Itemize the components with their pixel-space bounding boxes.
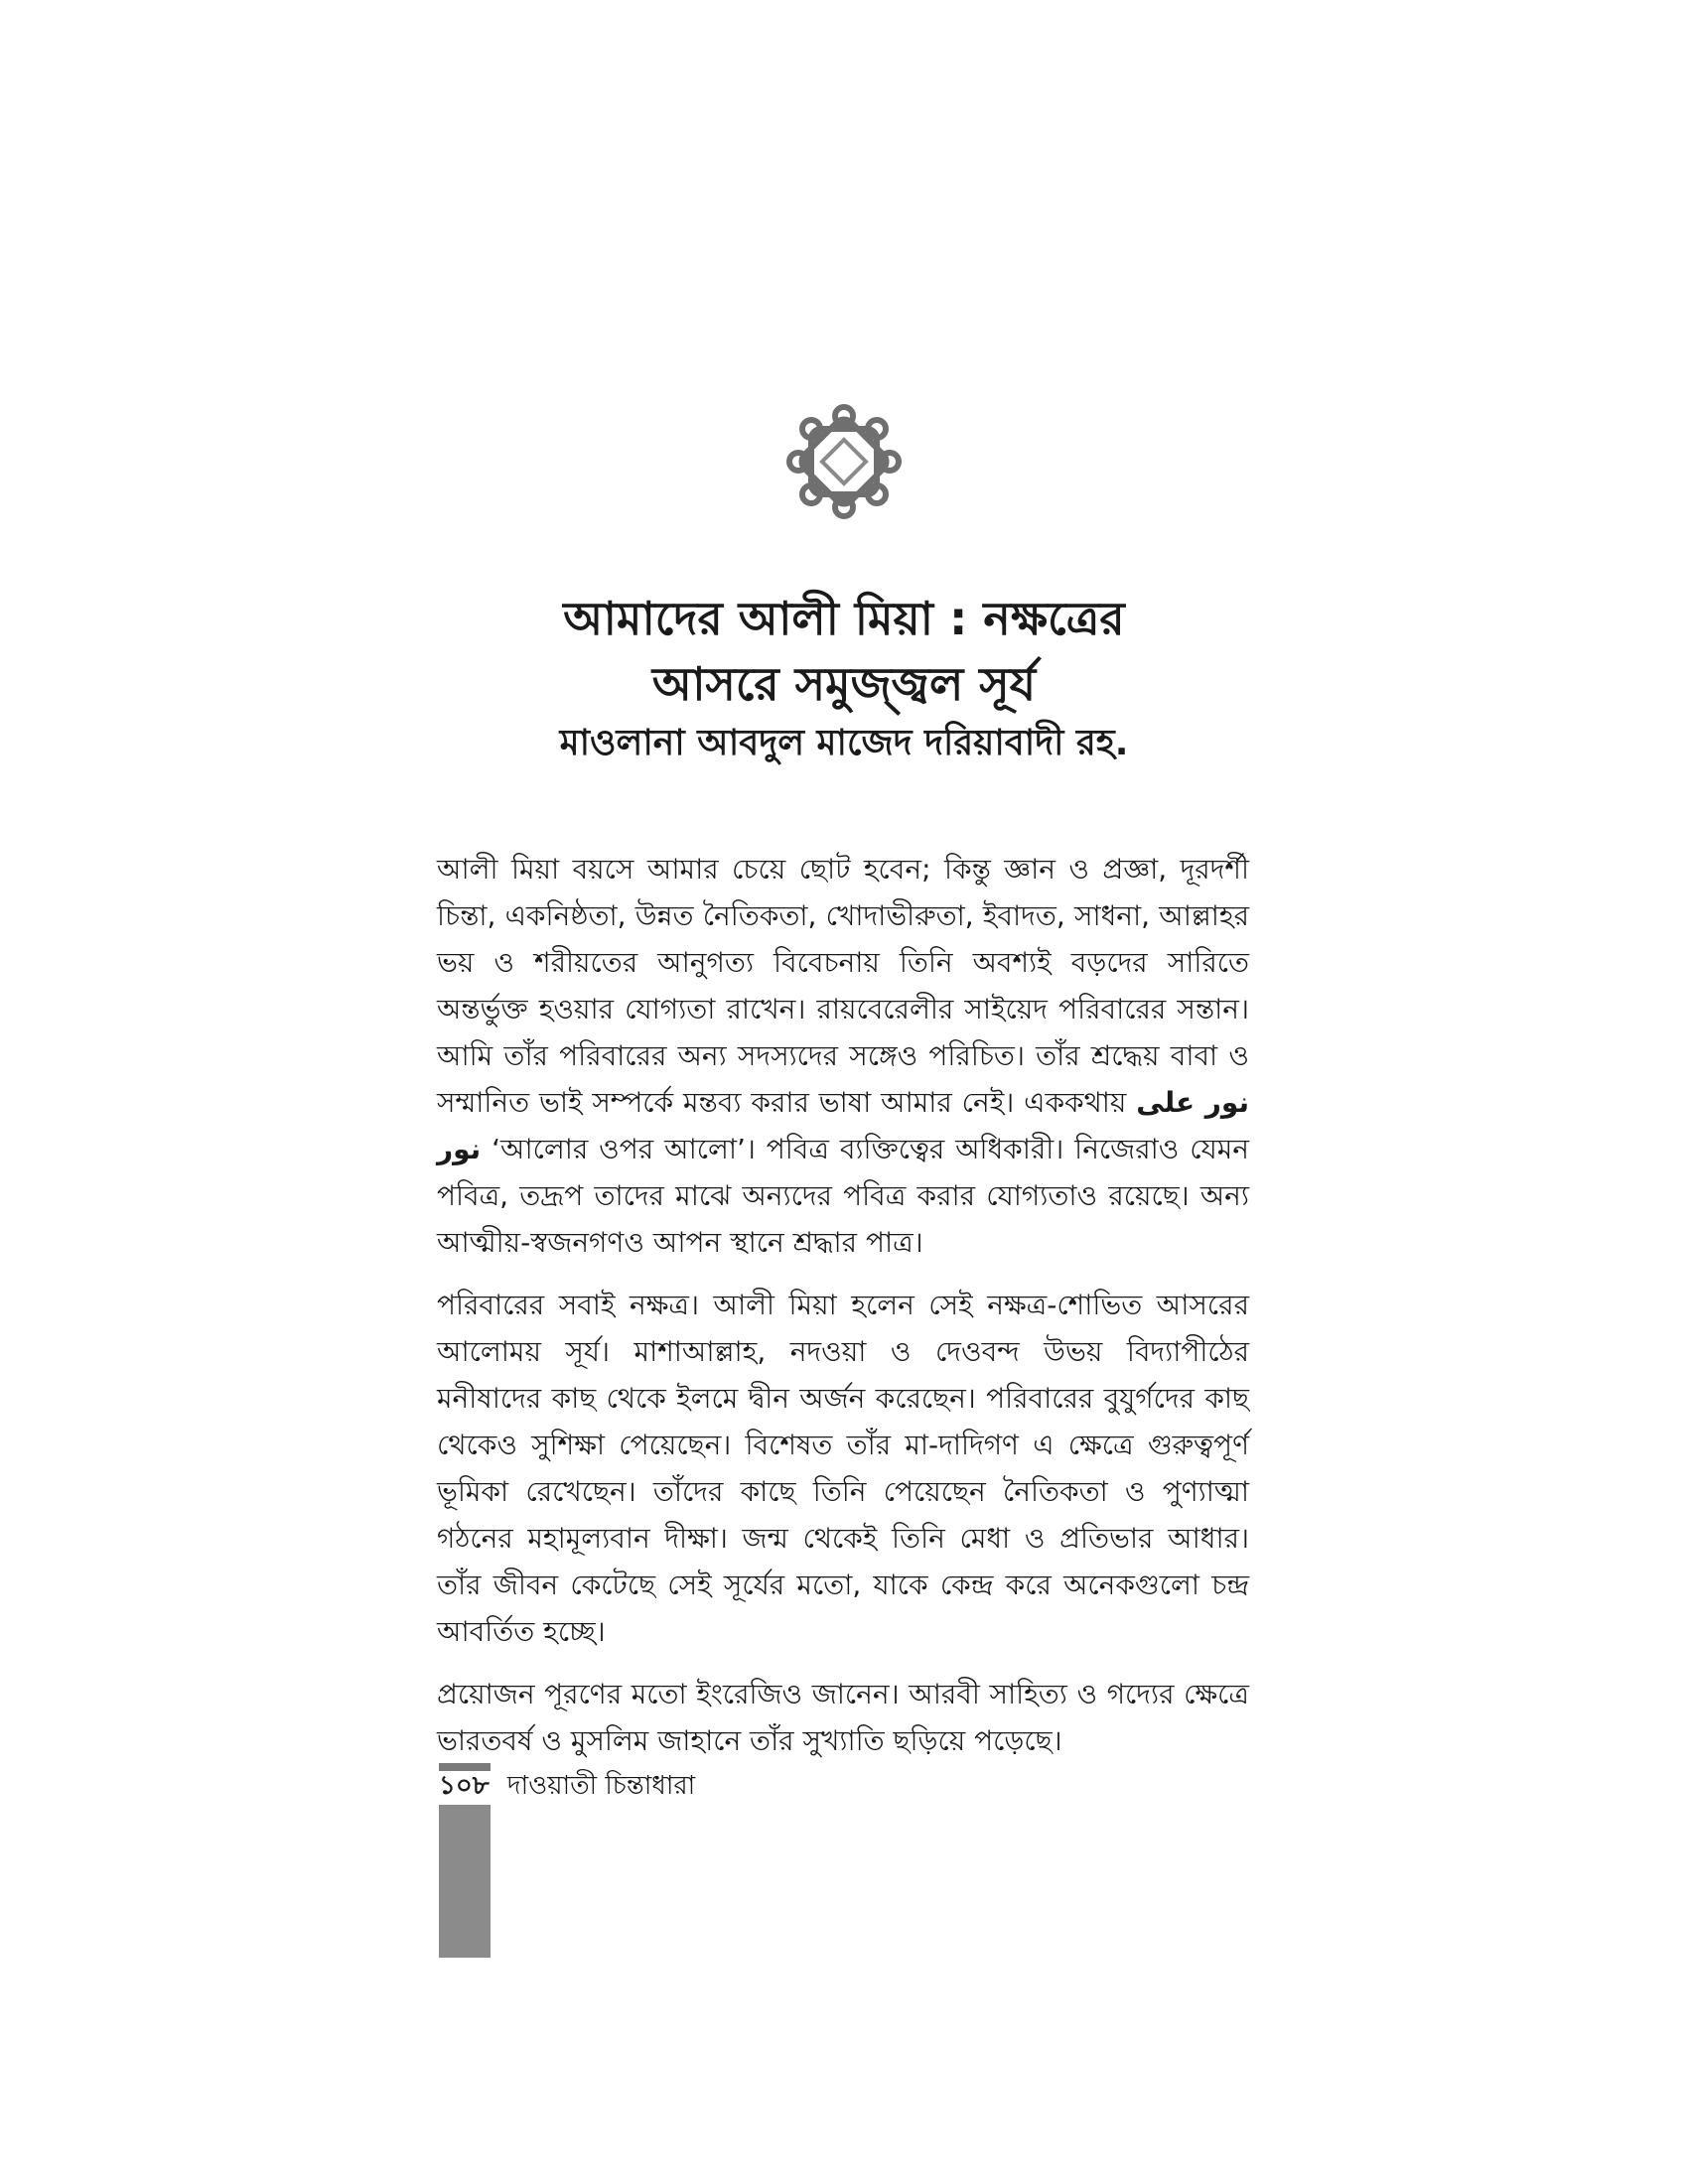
body-text	[437, 846, 1249, 1780]
octagonal-knot-ornament-icon	[784, 402, 904, 521]
footer-side-bar	[439, 1805, 491, 1958]
paragraph-1-text-b: ‘আলোর ওপর আলো’। পবিত্র ব্যক্তিত্বের অধিকারী। নিজেরাও যেমন পবিত্র, তদ্রূপ তাদের মাঝে অন্যদের পবিত্র করার যোগ্যতাও রয়েছে। অন্য আত্মীয়-স্বজনগণও আপন স্থানে শ্রদ্ধার পাত্র।	[437, 1133, 1249, 1259]
page-number: ১০৮	[439, 1771, 490, 1801]
paragraph-3: প্রয়োজন পূরণের মতো ইংরেজিও জানেন। আরবী সাহিত্য ও গদ্যের ক্ষেত্রে ভারতবর্ষ ও মুসলিম জাহানে তাঁর সুখ্যাতি ছড়িয়ে পড়েছে।	[437, 1678, 1249, 1757]
arabic-phrase: نور علی نور	[437, 1086, 1249, 1165]
running-book-title: দাওয়াতী চিন্তাধারা	[506, 1771, 696, 1801]
paragraph-1	[437, 846, 1249, 1266]
paragraph-2: পরিবারের সবাই নক্ষত্র। আলী মিয়া হলেন সেই নক্ষত্র-শোভিত আসরের আলোময় সূর্য। মাশাআল্লাহ, নদওয়া ও দেওবন্দ উভয় বিদ্যাপীঠের মনীষাদের কাছ থেকে ইলমে দ্বীন অর্জন করেছেন। পরিবারের বুযুর্গদের কাছ থেকেও সুশিক্ষা পেয়েছেন। বিশেষত তাঁর মা-দাদিগণ এ ক্ষেত্রে গুরুত্বপূর্ণ ভূমিকা রেখেছেন। তাঁদের কাছে তিনি পেয়েছেন নৈতিকতা ও পুণ্যাত্মা গঠনের মহামূল্যবান দীক্ষা। জন্ম থেকেই তিনি মেধা ও প্রতিভার আধার। তাঁর জীবন কেটেছে সেই সূর্যের মতো, যাকে কেন্দ্র করে অনেকগুলো চন্দ্র আবর্তিত হচ্ছে।	[437, 1289, 1249, 1648]
chapter-heading	[437, 586, 1251, 768]
page-footer	[439, 1769, 695, 1803]
paragraph-1-text-a: আলী মিয়া বয়সে আমার চেয়ে ছোট হবেন; কিন্তু জ্ঞান ও প্রজ্ঞা, দূরদর্শী চিন্তা, একনিষ্ঠতা, উন্নত নৈতিকতা, খোদাভীরুতা, ইবাদত, সাধনা, আল্লাহর ভয় ও শরীয়তের আনুগত্য বিবেচনায় তিনি অবশ্যই বড়দের সারিতে অন্তর্ভুক্ত হওয়ার যোগ্যতা রাখেন। রায়বেরেলীর সাইয়েদ পরিবারের সন্তান। আমি তাঁর পরিবারের অন্য সদস্যদের সঙ্গেও পরিচিত। তাঁর শ্রদ্ধেয় বাবা ও সম্মানিত ভাই সম্পর্কে মন্তব্য করার ভাষা আমার নেই। এককথায়	[437, 853, 1249, 1119]
chapter-title-line-2: আসরে সমুজ্জ্বল সূর্য	[651, 657, 1037, 711]
chapter-title-line-1: আমাদের আলী মিয়া : নক্ষত্রের	[563, 592, 1125, 645]
chapter-author: মাওলানা আবদুল মাজেদ দরিয়াবাদী রহ.	[559, 723, 1129, 763]
